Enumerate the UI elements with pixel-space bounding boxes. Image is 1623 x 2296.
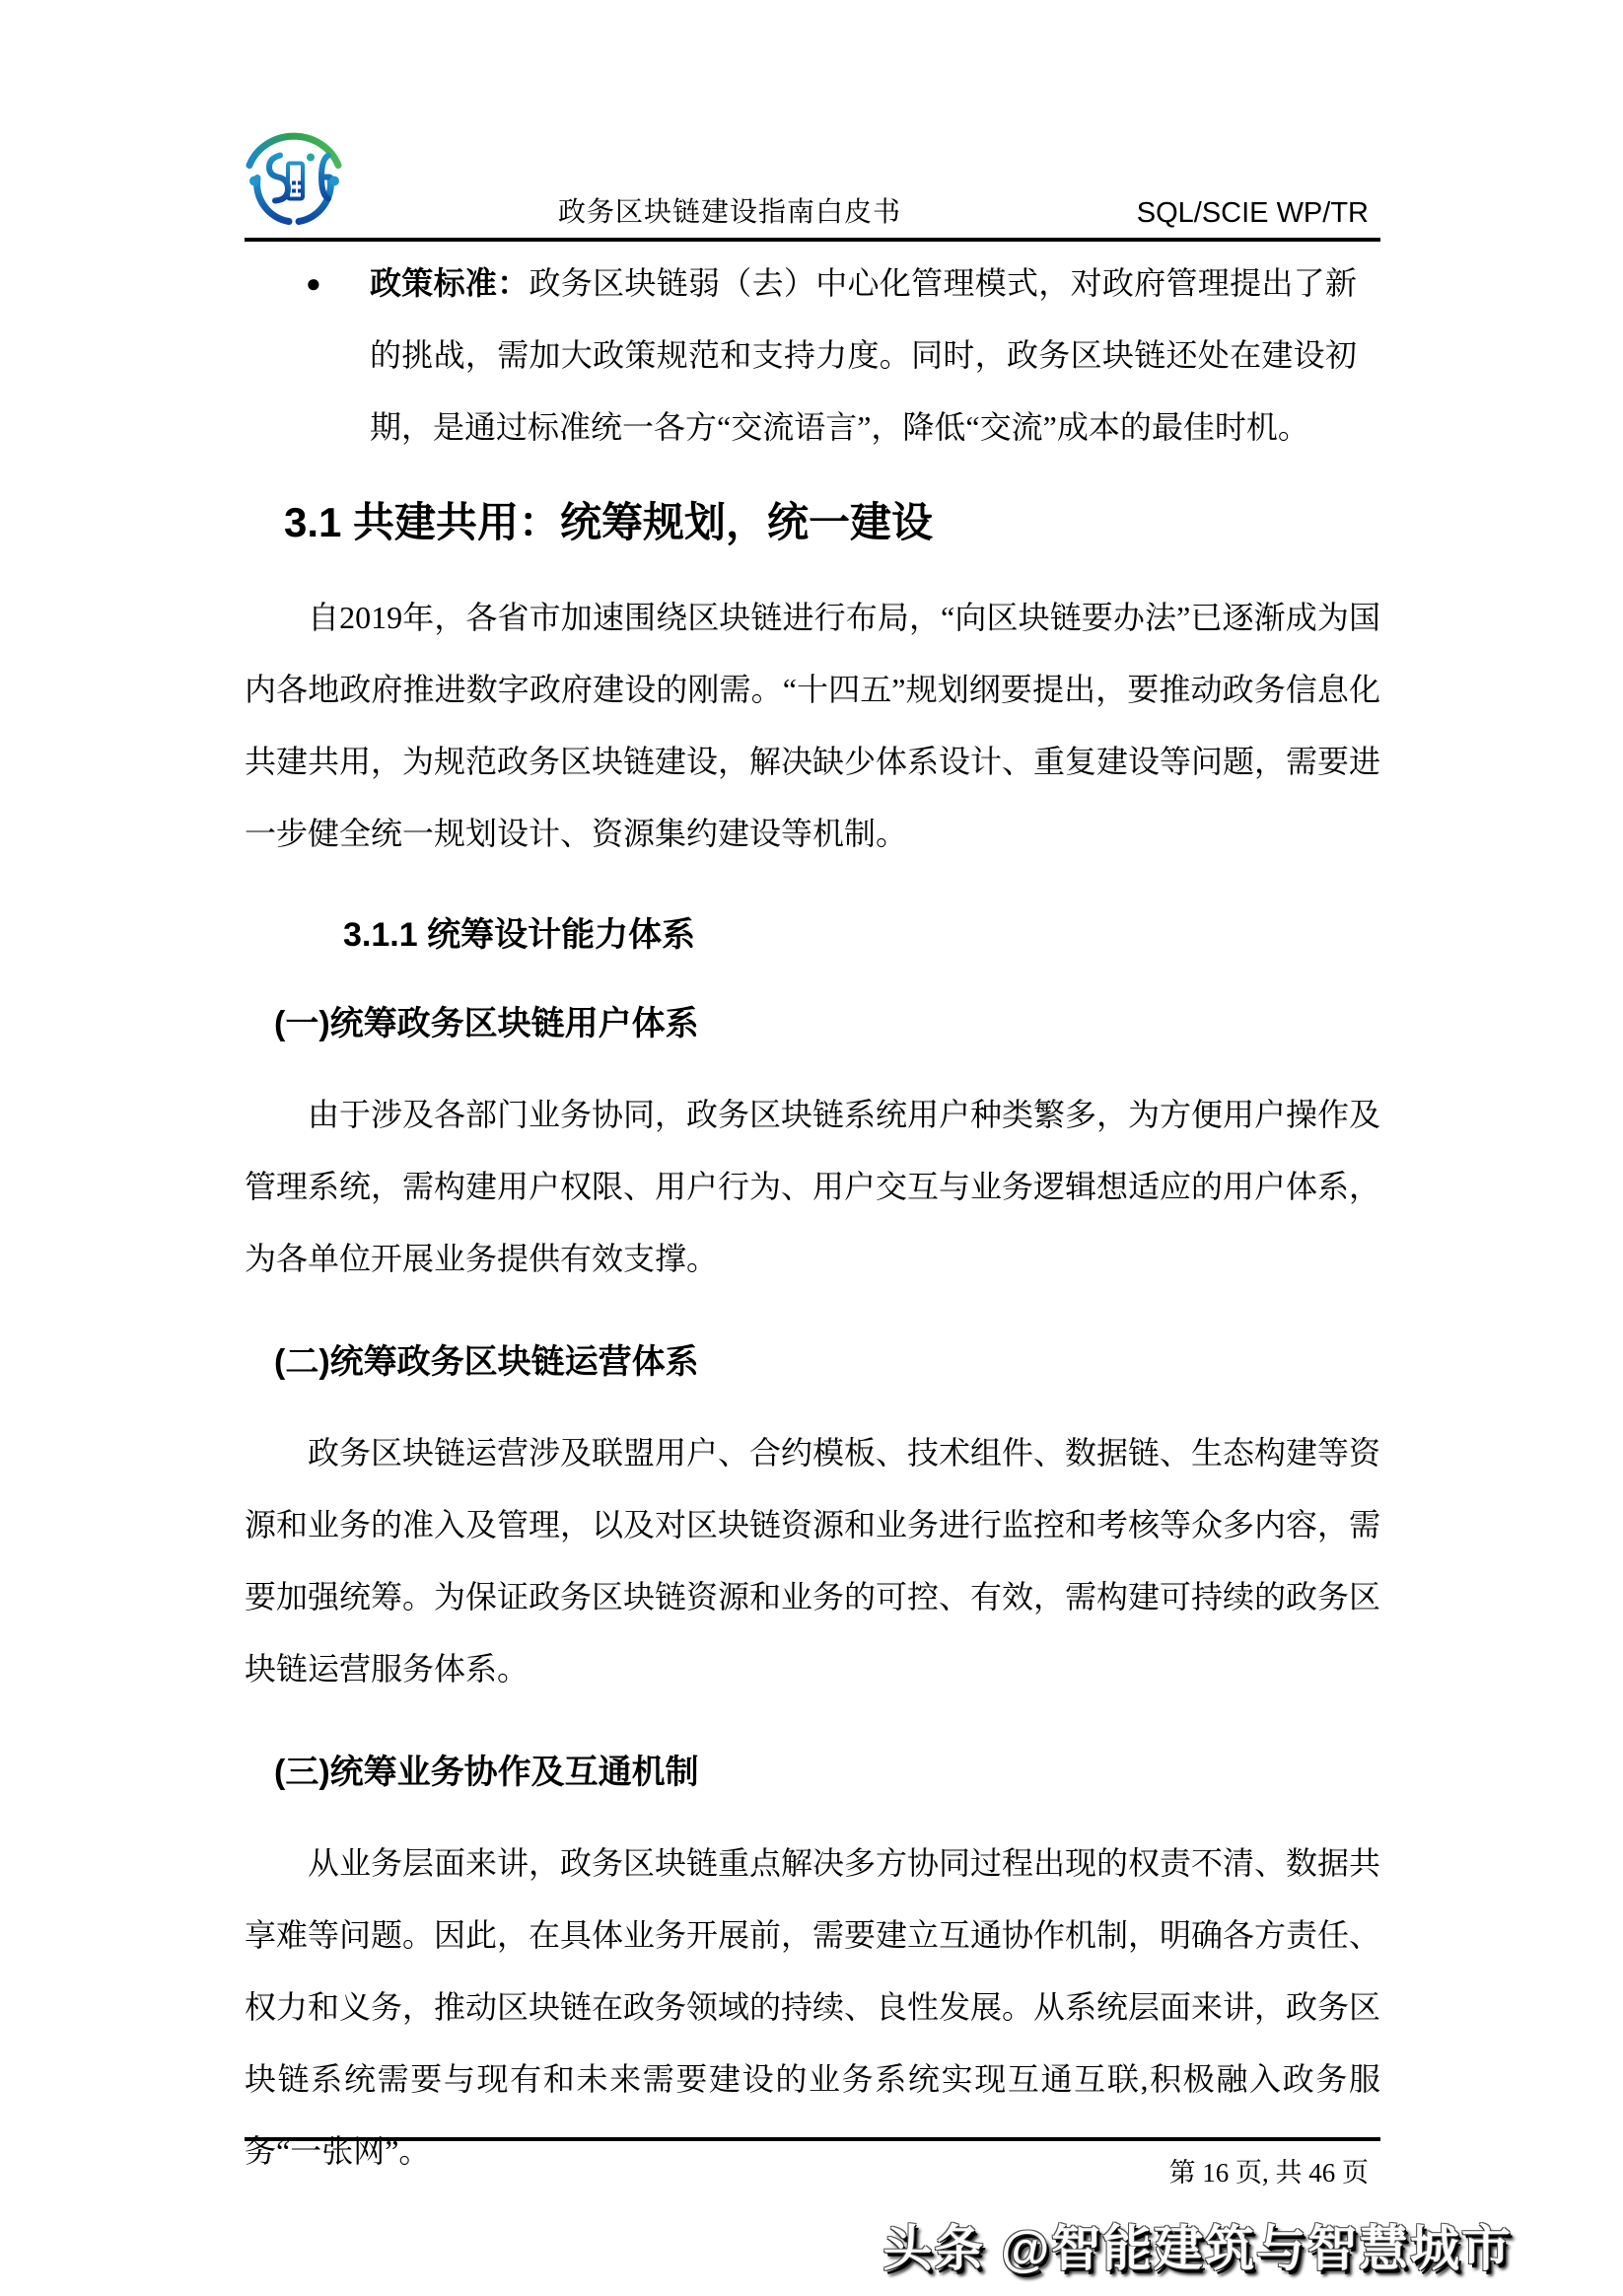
header-doc-title: 政务区块链建设指南白皮书 [558, 197, 902, 228]
bullet-dot-icon: ● [306, 269, 321, 298]
subsection-heading-3-1-1: 3.1.1 统筹设计能力体系 [343, 916, 696, 954]
item-heading-2: (二)统筹政务区块链运营体系 [274, 1343, 699, 1381]
watermark: 头条 @智能建筑与智慧城市 [882, 2221, 1513, 2276]
scie-logo-icon [245, 122, 343, 229]
item-paragraph-3: 从业务层面来讲，政务区块链重点解决多方协同过程出现的权责不清、数据共享难等问题。因此，在具体业务开展前，需要建立互通协作机制，明确各方责任、权力和义务，推动区块链在政务领域的持续、良性发展。从系统层面来讲，政务区块链系统需要与现有和未来需要建设的业务系统实现互通互联,积极融入政务服务“一张网”。 [245, 1845, 1381, 2169]
document-body [245, 242, 1380, 2188]
section-paragraph: 自2019年，各省市加速围绕区块链进行布局，“向区块链要办法”已逐渐成为国内各地政府推进数字政府建设的刚需。“十四五”规划纲要提出，要推动政务信息化共建共用，为规范政务区块链建设，解决缺少体系设计、重复建设等问题，需要进一步健全统一规划设计、资源集约建设等机制。 [245, 600, 1381, 851]
page-number: 第 16 页, 共 46 页 [1168, 2158, 1369, 2188]
bullet-text [370, 248, 1380, 464]
bullet-body: 政务区块链弱（去）中心化管理模式，对政府管理提出了新的挑战，需加大政策规范和支持力度。同时，政务区块链还处在建设初期，是通过标准统一各方“交流语言”，降低“交流”成本的最佳时机。 [370, 265, 1357, 445]
header-doc-code: SQL/SCIE WP/TR [1136, 197, 1369, 229]
item-heading-3: (三)统筹业务协作及互通机制 [274, 1754, 699, 1791]
page-footer [245, 2137, 1380, 2189]
item-paragraph-1: 由于涉及各部门业务协同，政务区块链系统用户种类繁多，为方便用户操作及管理系统，需构建用户权限、用户行为、用户交互与业务逻辑想适应的用户体系，为各单位开展业务提供有效支撑。 [245, 1097, 1381, 1276]
bullet-label: 政策标准： [370, 265, 529, 301]
section-heading-3-1: 3.1 共建共用：统筹规划，统一建设 [284, 499, 934, 545]
item-paragraph-2: 政务区块链运营涉及联盟用户、合约模板、技术组件、数据链、生态构建等资源和业务的准入及管理，以及对区块链资源和业务进行监控和考核等众多内容，需要加强统筹。为保证政务区块链资源和业务的可控、有效，需构建可持续的政务区块链运营服务体系。 [245, 1435, 1381, 1686]
page-header [245, 0, 1380, 242]
bullet-item-policy-standard [245, 248, 1380, 464]
item-heading-1: (一)统筹政务区块链用户体系 [274, 1005, 699, 1042]
